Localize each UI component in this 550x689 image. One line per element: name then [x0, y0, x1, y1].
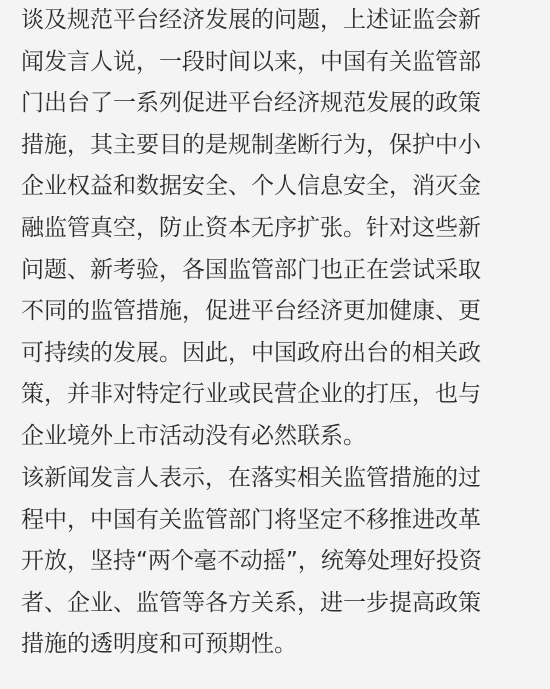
- paragraph-platform-economy: [21, 0, 550, 458]
- paragraph-regulatory-measures: [21, 458, 550, 666]
- text-line: 融监管真空，防止资本无序扩张。针对这些新: [21, 214, 481, 241]
- text-line: 问题、新考验，各国监管部门也正在尝试采取: [21, 256, 481, 283]
- text-line: 门出台了一系列促进平台经济规范发展的政策: [21, 90, 481, 117]
- text-line: 可持续的发展。因此，中国政府出台的相关政: [21, 339, 481, 366]
- text-line: 企业境外上市活动没有必然联系。: [21, 422, 366, 449]
- text-line: 措施，其主要目的是规制垄断行为，保护中小: [21, 131, 481, 158]
- text-line: 者、企业、监管等各方关系，进一步提高政策: [21, 589, 481, 616]
- text-line: 程中，中国有关监管部门将坚定不移推进改革: [21, 506, 481, 533]
- text-line: 谈及规范平台经济发展的问题，上述证监会新: [21, 7, 481, 33]
- text-line: 该新闻发言人表示，在落实相关监管措施的过: [21, 465, 481, 491]
- text-line: 开放，坚持“两个毫不动摇”，统筹处理好投资: [21, 548, 482, 575]
- text-line: 策，并非对特定行业或民营企业的打压，也与: [21, 381, 481, 408]
- text-line: 闻发言人说，一段时间以来，中国有关监管部: [21, 48, 481, 75]
- text-line: 措施的透明度和可预期性。: [21, 631, 297, 658]
- text-line: 不同的监管措施，促进平台经济更加健康、更: [21, 298, 481, 325]
- text-line: 企业权益和数据安全、个人信息安全，消灭金: [21, 173, 481, 200]
